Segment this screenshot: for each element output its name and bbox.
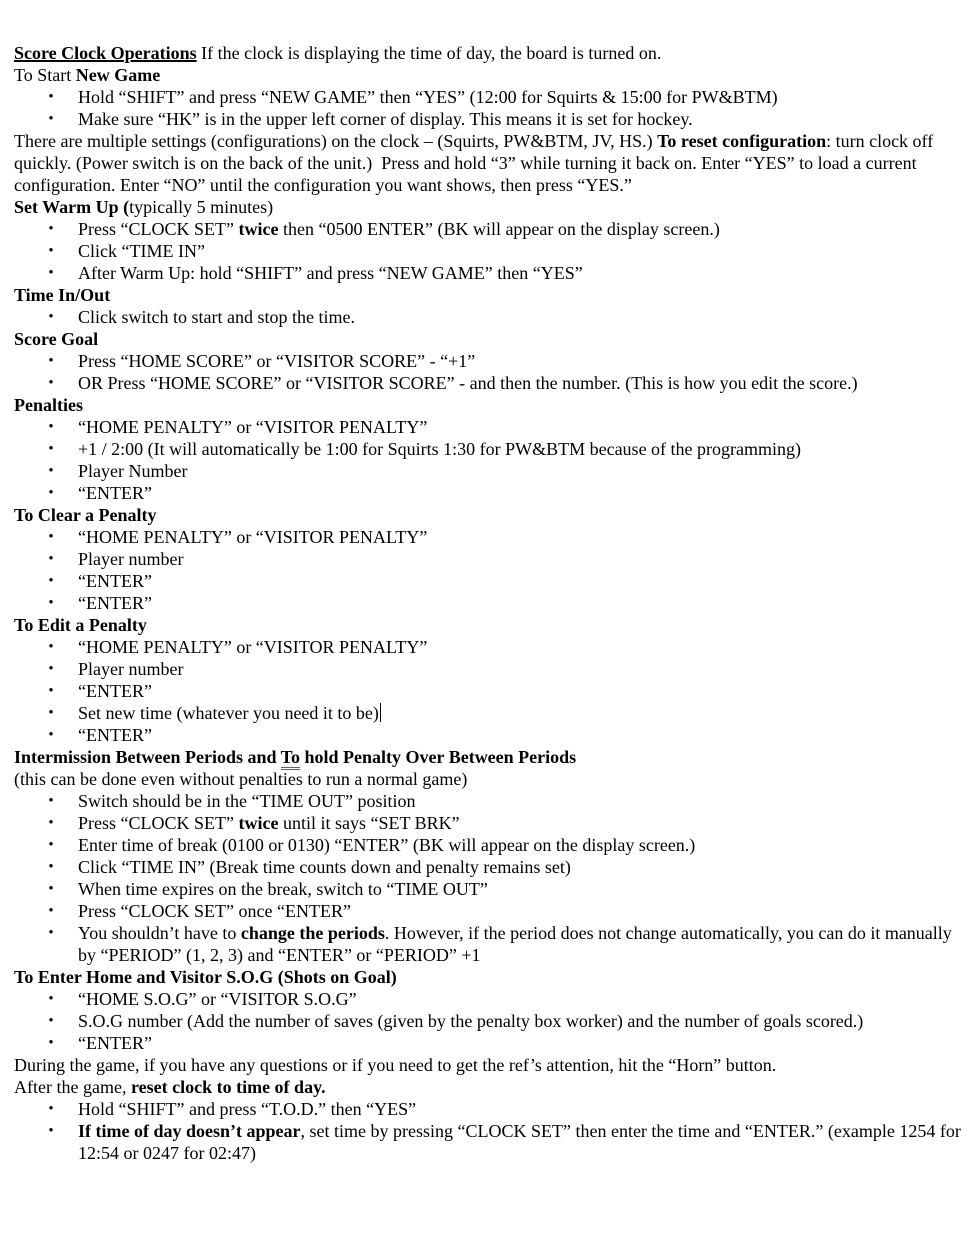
text-run: If time of day doesn’t appear (78, 1121, 301, 1141)
text-run: After Warm Up: hold “SHIFT” and press “NEW GAME” then “YES” (78, 263, 583, 283)
bullet-item (14, 1120, 966, 1164)
text-run: hold Penalty Over Between Periods (300, 747, 577, 767)
text-run: change the periods (240, 923, 385, 943)
text-run: +1 / 2:00 (It will automatically be 1:00 for Squirts 1:30 for PW&BTM because of the programming) (78, 439, 802, 459)
reset-config-paragraph (14, 130, 966, 196)
bullet-item (14, 86, 966, 108)
text-run: Click switch to start and stop the time. (78, 307, 355, 327)
bullet-icon: • (48, 89, 54, 105)
text-run: Player Number (78, 461, 188, 481)
bullet-item (14, 460, 966, 482)
text-run: After the game, (14, 1077, 131, 1097)
bullet-icon: • (48, 903, 54, 919)
text-run: You shouldn’t have to (78, 923, 241, 943)
text-run: twice (238, 813, 279, 833)
text-run: : turn clock off quickly. (Power switch is on the back of the unit.) Press and hold “3” while turning it back on. Enter “YES” to load a current configuration. Enter “NO” until the configuration you want shows, then press “YES.” (14, 131, 938, 195)
after-game-steps (14, 1098, 966, 1164)
bullet-item (14, 526, 966, 548)
text-run: To reset configuration (657, 131, 827, 151)
warm-up-heading (14, 196, 966, 218)
text-run: “ENTER” (78, 681, 152, 701)
bullet-icon: • (48, 265, 54, 281)
bullet-item (14, 856, 966, 878)
bullet-item (14, 812, 966, 834)
penalties-heading (14, 394, 966, 416)
text-run: , set time by pressing “CLOCK SET” then enter the time and “ENTER.” (example 1254 for 12:54 or 0247 for 02:47) (78, 1121, 966, 1163)
bullet-icon: • (48, 661, 54, 677)
bullet-item (14, 592, 966, 614)
penalties-steps (14, 416, 966, 504)
bullet-item (14, 834, 966, 856)
text-run: Click “TIME IN” (Break time counts down and penalty remains set) (78, 857, 571, 877)
bullet-item (14, 262, 966, 284)
bullet-item (14, 922, 966, 966)
bullet-item (14, 988, 966, 1010)
text-run: OR Press “HOME SCORE” or “VISITOR SCORE” - and then the number. (This is how you edit the score.) (78, 373, 858, 393)
text-run: Switch should be in the “TIME OUT” position (78, 791, 416, 811)
bullet-item (14, 900, 966, 922)
text-run: Press “CLOCK SET” (78, 219, 239, 239)
text-run: “HOME PENALTY” or “VISITOR PENALTY” (78, 417, 428, 437)
bullet-item (14, 438, 966, 460)
bullet-icon: • (48, 221, 54, 237)
text-run: Score Clock Operations (14, 43, 197, 63)
bullet-item (14, 570, 966, 592)
text-run: To Clear a Penalty (14, 505, 157, 525)
bullet-item (14, 306, 966, 328)
text-run: S.O.G number (Add the number of saves (given by the penalty box worker) and the number of goals scored.) (78, 1011, 864, 1031)
bullet-item (14, 1032, 966, 1054)
edit-penalty-steps (14, 636, 966, 746)
time-in-out-steps (14, 306, 966, 328)
text-run: Set Warm Up ( (14, 197, 130, 217)
start-new-game-line (14, 64, 966, 86)
text-run: During the game, if you have any questions or if you need to get the ref’s attention, hit the “Horn” button. (14, 1055, 777, 1075)
text-run: Enter time of break (0100 or 0130) “ENTER” (BK will appear on the display screen.) (78, 835, 696, 855)
text-run: “ENTER” (78, 593, 152, 613)
text-run: Score Goal (14, 329, 99, 349)
text-run: “HOME S.O.G” or “VISITOR S.O.G” (78, 989, 357, 1009)
text-run: “ENTER” (78, 571, 152, 591)
text-run: Hold “SHIFT” and press “T.O.D.” then “YES” (78, 1099, 417, 1119)
text-run: . However, if the period does not change automatically, you can do it manually by “PERIOD” (1, 2, 3) and “ENTER” or “PERIOD” +1 (78, 923, 957, 965)
bullet-icon: • (48, 441, 54, 457)
text-run: “ENTER” (78, 725, 152, 745)
bullet-icon: • (48, 991, 54, 1007)
bullet-item (14, 218, 966, 240)
text-run: Hold “SHIFT” and press “NEW GAME” then “YES” (12:00 for Squirts & 15:00 for PW&BTM) (78, 87, 778, 107)
text-run: New Game (75, 65, 161, 85)
bullet-icon: • (48, 595, 54, 611)
text-run: To Start (14, 65, 76, 85)
new-game-steps (14, 86, 966, 130)
bullet-item (14, 658, 966, 680)
grammar-flagged-word: To (281, 747, 300, 770)
text-run: (this can be done even without penalties to run a normal game) (14, 769, 468, 789)
text-cursor (380, 703, 382, 722)
text-run: Time In/Out (14, 285, 111, 305)
bullet-item (14, 702, 966, 724)
text-run: until it says “SET BRK” (278, 813, 460, 833)
text-run: Press “CLOCK SET” (78, 813, 239, 833)
bullet-item (14, 416, 966, 438)
text-run: There are multiple settings (configurations) on the clock – (Squirts, PW&BTM, JV, HS.) (14, 131, 658, 151)
text-run: Click “TIME IN” (78, 241, 205, 261)
intro-line (14, 42, 966, 64)
text-run: “HOME PENALTY” or “VISITOR PENALTY” (78, 527, 428, 547)
bullet-item (14, 482, 966, 504)
text-run: Make sure “HK” is in the upper left corner of display. This means it is set for hockey. (78, 109, 693, 129)
bullet-icon: • (48, 353, 54, 369)
bullet-icon: • (48, 925, 54, 941)
edit-penalty-heading (14, 614, 966, 636)
bullet-icon: • (48, 1123, 54, 1139)
text-run: When time expires on the break, switch to “TIME OUT” (78, 879, 488, 899)
text-run: “ENTER” (78, 1033, 152, 1053)
text-run: Player number (78, 549, 184, 569)
bullet-icon: • (48, 1101, 54, 1117)
horn-note (14, 1054, 966, 1076)
sog-steps (14, 988, 966, 1054)
bullet-item (14, 680, 966, 702)
bullet-icon: • (48, 815, 54, 831)
bullet-icon: • (48, 375, 54, 391)
sog-heading (14, 966, 966, 988)
text-run: twice (238, 219, 279, 239)
bullet-item (14, 240, 966, 262)
bullet-icon: • (48, 837, 54, 853)
bullet-item (14, 372, 966, 394)
bullet-icon: • (48, 243, 54, 259)
bullet-icon: • (48, 793, 54, 809)
bullet-item (14, 636, 966, 658)
bullet-item (14, 350, 966, 372)
text-run: then “0500 ENTER” (BK will appear on the display screen.) (278, 219, 720, 239)
bullet-icon: • (48, 485, 54, 501)
bullet-item (14, 1098, 966, 1120)
bullet-icon: • (48, 859, 54, 875)
bullet-icon: • (48, 1035, 54, 1051)
bullet-icon: • (48, 529, 54, 545)
bullet-icon: • (48, 881, 54, 897)
bullet-icon: • (48, 639, 54, 655)
clear-penalty-steps (14, 526, 966, 614)
after-game-line (14, 1076, 966, 1098)
bullet-item (14, 878, 966, 900)
bullet-icon: • (48, 309, 54, 325)
intermission-heading (14, 746, 966, 768)
text-run: reset clock to time of day. (130, 1077, 326, 1097)
bullet-icon: • (48, 1013, 54, 1029)
score-goal-heading (14, 328, 966, 350)
bullet-item (14, 108, 966, 130)
bullet-icon: • (48, 683, 54, 699)
text-run: To Enter Home and Visitor S.O.G (Shots on Goal) (14, 967, 397, 987)
bullet-icon: • (48, 463, 54, 479)
bullet-item (14, 790, 966, 812)
text-run: Intermission Between Periods and (14, 747, 281, 767)
warm-up-steps (14, 218, 966, 284)
bullet-icon: • (48, 111, 54, 127)
clear-penalty-heading (14, 504, 966, 526)
score-goal-steps (14, 350, 966, 394)
text-run: Press “HOME SCORE” or “VISITOR SCORE” - “+1” (78, 351, 476, 371)
bullet-item (14, 548, 966, 570)
bullet-item (14, 1010, 966, 1032)
text-run: Set new time (whatever you need it to be) (78, 703, 379, 723)
time-in-out-heading (14, 284, 966, 306)
bullet-icon: • (48, 573, 54, 589)
text-run: Penalties (14, 395, 83, 415)
text-run: To Edit a Penalty (14, 615, 147, 635)
text-run: If the clock is displaying the time of day, the board is turned on. (196, 43, 662, 63)
intermission-steps (14, 790, 966, 966)
text-run: Press “CLOCK SET” once “ENTER” (78, 901, 351, 921)
bullet-icon: • (48, 705, 54, 721)
bullet-item (14, 724, 966, 746)
text-run: “HOME PENALTY” or “VISITOR PENALTY” (78, 637, 428, 657)
bullet-icon: • (48, 551, 54, 567)
bullet-icon: • (48, 727, 54, 743)
text-run: “ENTER” (78, 483, 152, 503)
intermission-note (14, 768, 966, 790)
text-run: Player number (78, 659, 184, 679)
text-run: typically 5 minutes) (129, 197, 274, 217)
bullet-icon: • (48, 419, 54, 435)
